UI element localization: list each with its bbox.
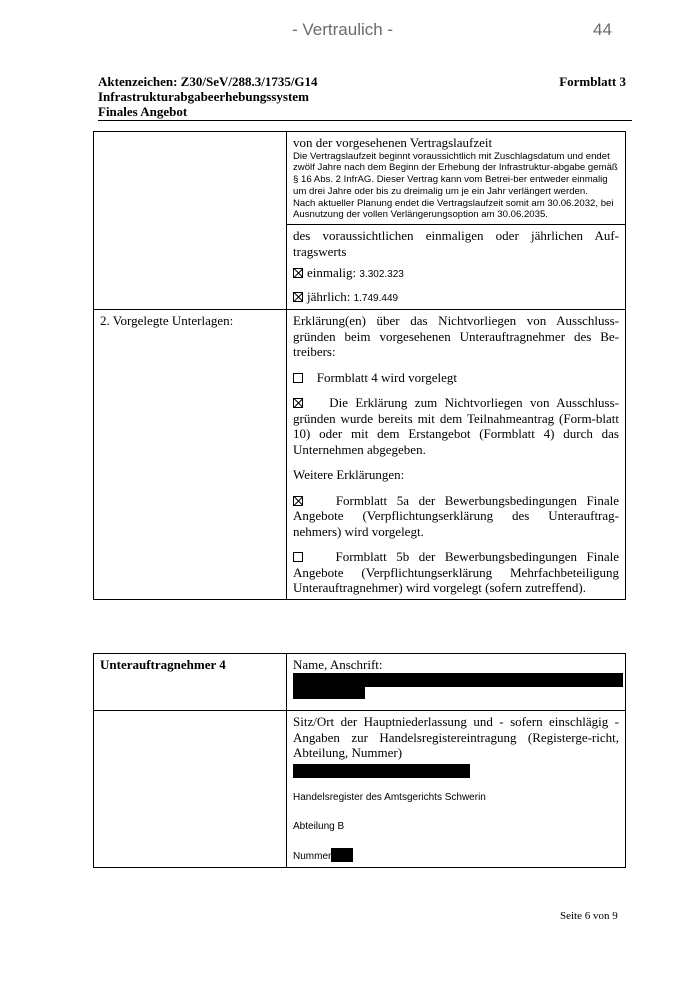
option-formblatt5a-label: Formblatt 5a der Bewerbungsbedingungen Finale Angebote (Verpflichtungserklärung des Unterauftrag-nehmers) wird vorgelegt. xyxy=(293,492,620,539)
redaction-bar xyxy=(331,848,353,862)
jaehrlich-line xyxy=(293,289,619,307)
option-formblatt4-label: Formblatt 4 wird vorgelegt xyxy=(316,369,457,385)
option-formblatt5b xyxy=(293,549,619,596)
table-row xyxy=(94,310,626,600)
option-formblatt5a xyxy=(293,493,619,540)
name-label: Name, Anschrift: xyxy=(293,657,383,672)
checkbox-checked-icon[interactable] xyxy=(293,292,303,302)
page-number: 44 xyxy=(593,20,612,39)
table-row xyxy=(94,132,626,225)
unterlagen-intro: Erklärung(en) über das Nichtvorliegen von Ausschluss-gründen beim vorgesehenen Unterauftragnehmer des Be-treibers: xyxy=(293,313,619,360)
laufzeit-end-text: Nach aktueller Planung endet die Vertragslaufzeit somit am 30.06.2032, bei Ausnutzung der vollen Verlängerungsoption am 30.06.2035. xyxy=(293,197,614,221)
option-formblatt4 xyxy=(293,370,619,386)
weitere-label: Weitere Erklärungen: xyxy=(293,467,405,483)
page-footer: Seite 6 von 9 xyxy=(560,910,618,922)
angebot-label: Finales Angebot xyxy=(98,104,188,119)
main-table xyxy=(93,131,626,600)
checkbox-empty-icon[interactable] xyxy=(293,552,303,562)
option-erklaerung xyxy=(293,395,619,457)
laufzeit-text: Die Vertragslaufzeit beginnt voraussichtlich mit Zuschlagsdatum und endet zwölf Jahre nach dem Beginn der Erhebung der Infrastruktur-abgabe gemäß § 16 Abs. 2 InfrAG. Dieser Vertrag kann vom Betrei-ber entweder einmalig um drei Jahre oder bis zu dreimalig um je ein Jahr verlängert werden. xyxy=(293,150,618,197)
nummer-label: Nummer xyxy=(293,850,332,862)
name-cell xyxy=(287,654,626,711)
unterauftragnehmer-table xyxy=(93,653,626,868)
checkbox-checked-icon[interactable] xyxy=(293,268,303,278)
unterlagen-cell xyxy=(287,310,626,600)
confidential-banner xyxy=(0,18,700,44)
confidential-label: - Vertraulich - xyxy=(292,20,394,39)
option-erklaerung-label: Die Erklärung zum Nichtvorliegen von Ausschluss-gründen wurde bereits mit dem Teilnahmeantrag (Form-blatt 10) oder mit dem Erstangebot (Formblatt 4) durch das Unternehmen abgegeben. xyxy=(293,395,620,457)
sitz-cell xyxy=(287,711,626,868)
redaction-bar xyxy=(293,673,623,687)
checkbox-checked-icon[interactable] xyxy=(293,398,303,408)
checkbox-checked-icon[interactable] xyxy=(293,496,303,506)
laufzeit-heading: von der vorgesehenen Vertragslaufzeit xyxy=(293,135,493,150)
laufzeit-cell xyxy=(287,132,626,225)
einmalig-label: einmalig: xyxy=(307,265,357,281)
formblatt-label: Formblatt 3 xyxy=(559,74,626,89)
abteilung-text: Abteilung B xyxy=(293,821,345,832)
nummer-line xyxy=(293,847,619,865)
unterauftragnehmer-title: Unterauftragnehmer 4 xyxy=(94,654,287,711)
document-header xyxy=(98,74,632,121)
aktenzeichen: Aktenzeichen: Z30/SeV/288.3/1735/G14 xyxy=(98,74,318,89)
redaction-bar xyxy=(293,764,470,778)
jaehrlich-value: 1.749.449 xyxy=(353,292,399,304)
register-text: Handelsregister des Amtsgerichts Schwerin xyxy=(293,791,486,803)
table-row xyxy=(94,654,626,711)
system-name: Infrastrukturabgabeerhebungssystem xyxy=(98,89,309,104)
empty-cell xyxy=(94,132,287,310)
einmalig-line xyxy=(293,265,619,283)
jaehrlich-label: jährlich: xyxy=(307,288,351,304)
auftragswert-cell xyxy=(287,225,626,310)
redaction-bar xyxy=(293,687,365,699)
unterlagen-label: 2. Vorgelegte Unterlagen: xyxy=(94,310,287,600)
checkbox-empty-icon[interactable] xyxy=(293,373,303,383)
sitz-label: Sitz/Ort der Hauptniederlassung und - sofern einschlägig - Angaben zur Handelsregistereintragung (Registerge-richt, Abteilung, Nummer) xyxy=(293,714,619,760)
einmalig-value: 3.302.323 xyxy=(359,269,404,281)
table-row xyxy=(94,711,626,868)
empty-cell xyxy=(94,711,287,868)
auftragswert-heading: des voraussichtlichen einmaligen oder jährlichen Auf-tragswerts xyxy=(293,228,619,259)
option-formblatt5b-label: Formblatt 5b der Bewerbungsbedingungen Finale Angebote (Verpflichtungserklärung Mehrfachbeteiligung Unterauftragnehmer) wird vorgelegt (sofern zutreffend). xyxy=(293,549,619,596)
